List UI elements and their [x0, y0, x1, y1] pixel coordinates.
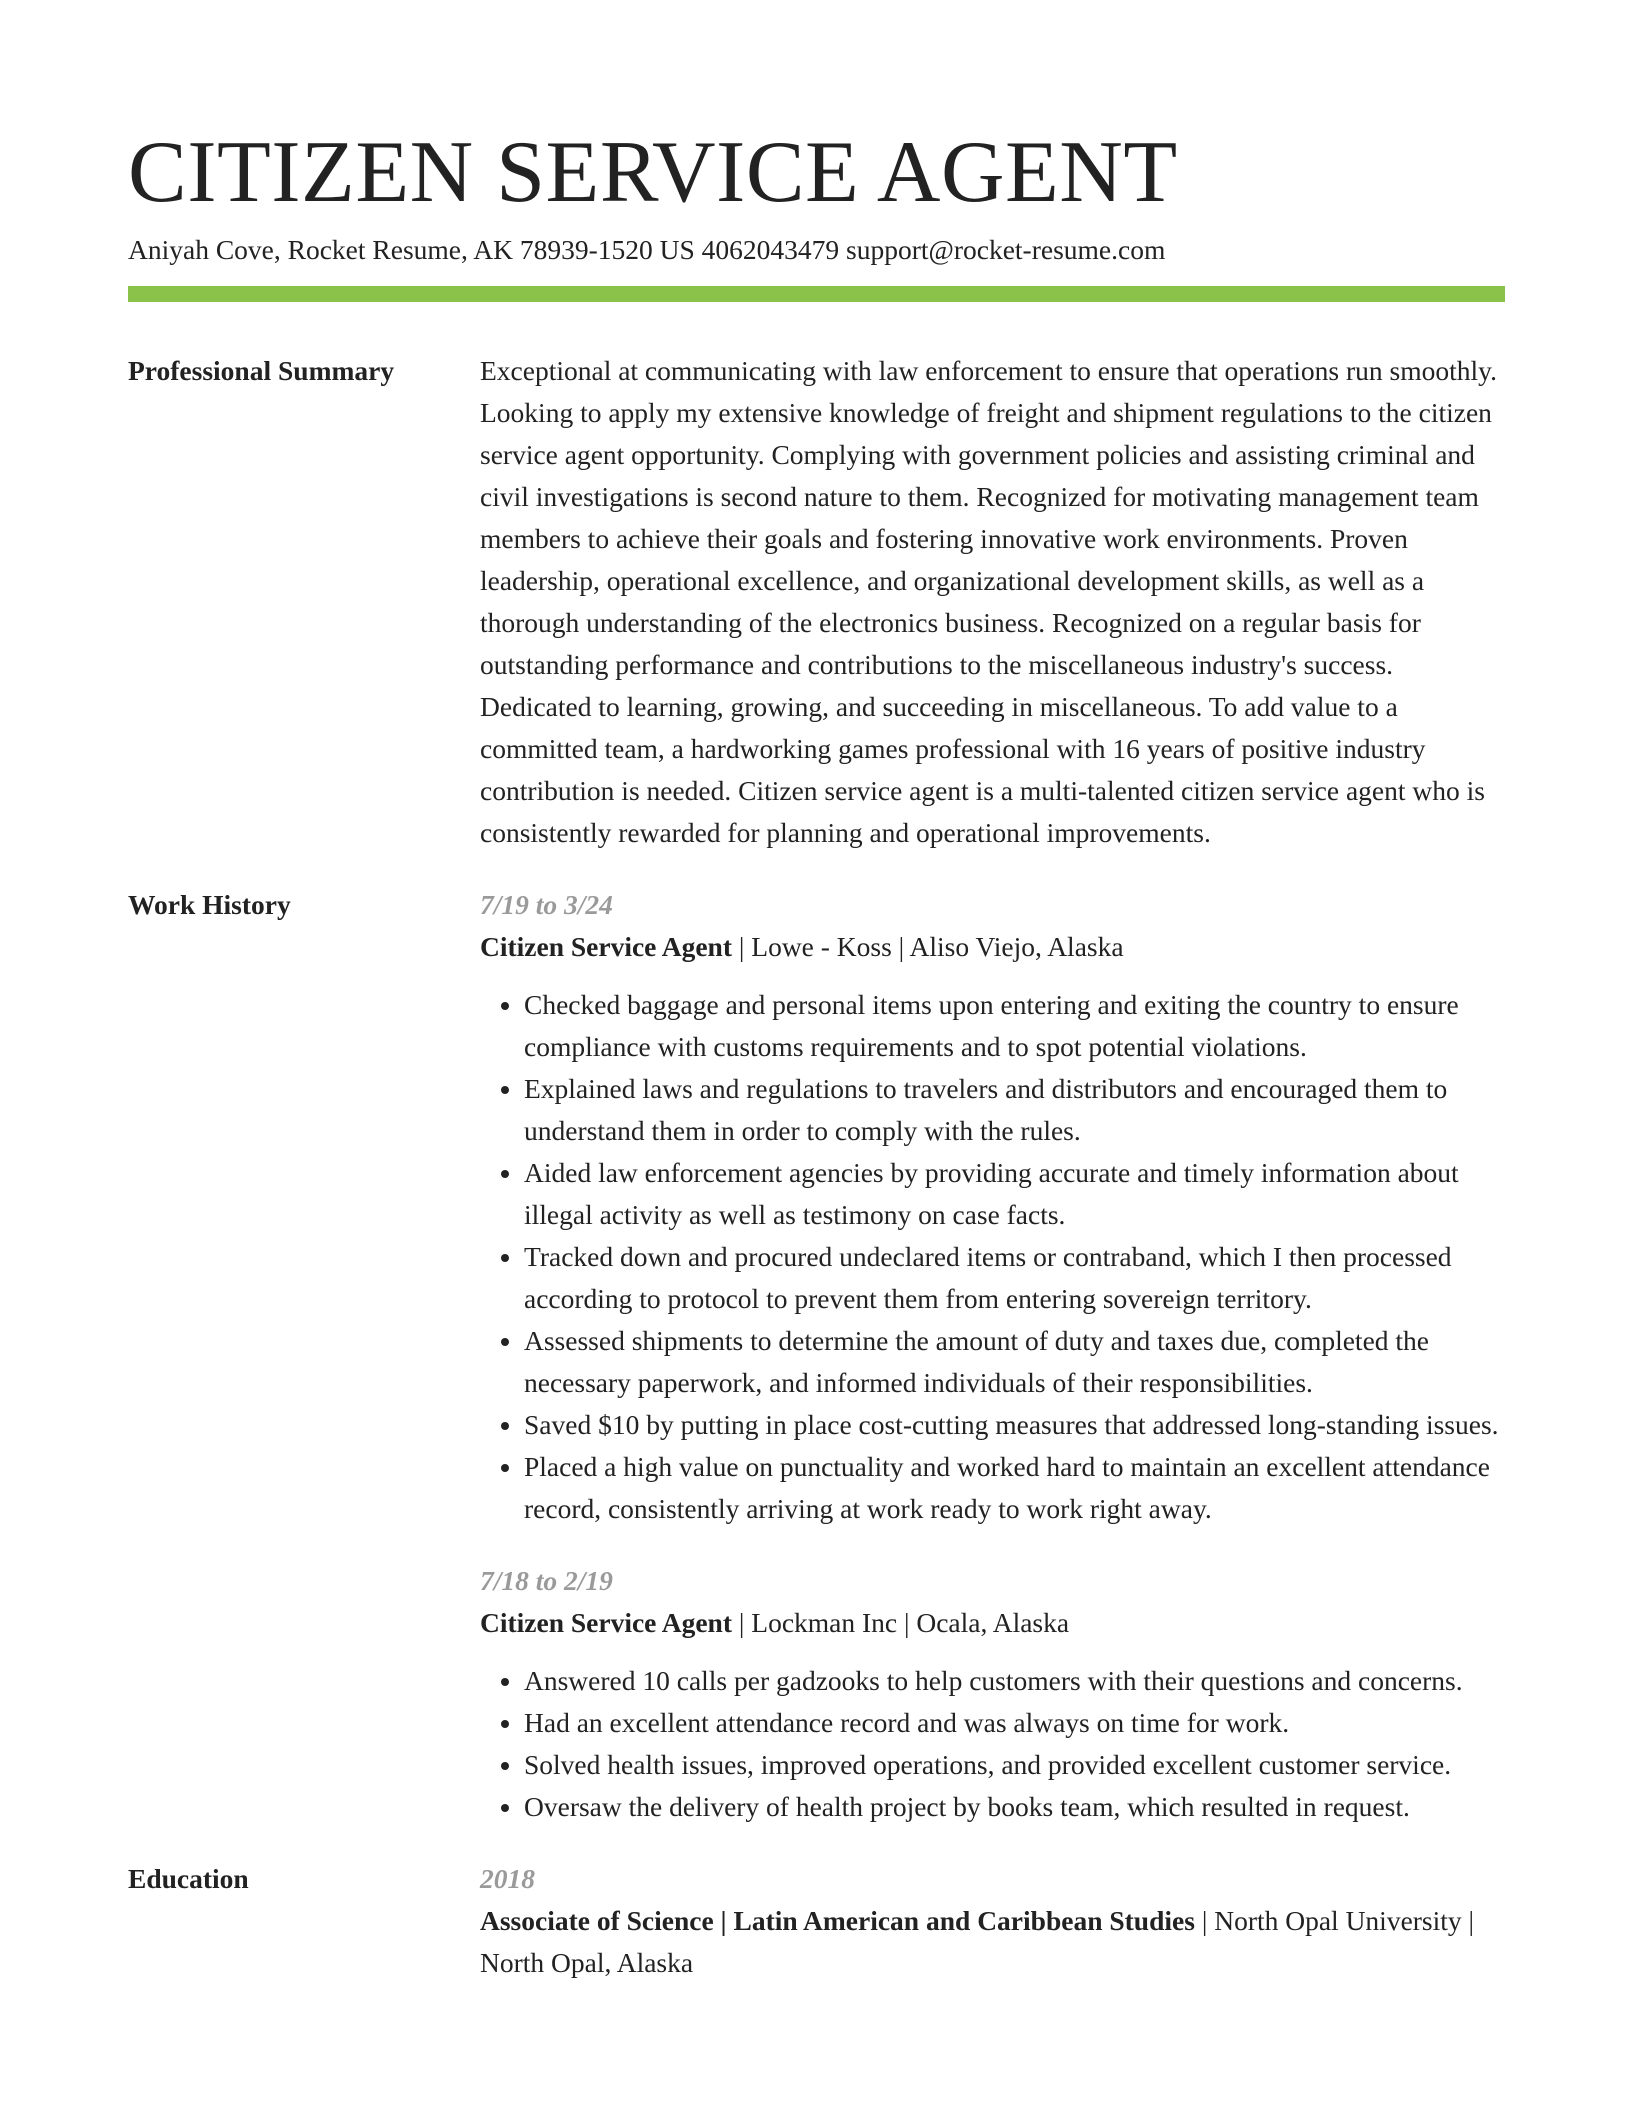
job-bullet: • Answered 10 calls per gadzooks to help customers with their questions and concerns. — [524, 1660, 1505, 1702]
section-label-summary: Professional Summary — [128, 355, 395, 386]
job-heading — [480, 1602, 1505, 1644]
job-title: Citizen Service Agent — [480, 931, 733, 962]
job-title: Citizen Service Agent — [480, 1607, 733, 1638]
education-year: 2018 — [480, 1863, 535, 1894]
education-heading — [480, 1900, 1505, 1984]
section-label-education: Education — [128, 1863, 249, 1894]
job-bullet: • Had an excellent attendance record and was always on time for work. — [524, 1702, 1505, 1744]
job-bullet: • Placed a high value on punctuality and worked hard to maintain an excellent attendance record, consistently arriving at work ready to work right away. — [524, 1446, 1505, 1530]
job-bullet: • Checked baggage and personal items upon entering and exiting the country to ensure compliance with customs requirements and to spot potential violations. — [524, 984, 1505, 1068]
contact-line: Aniyah Cove, Rocket Resume, AK 78939-1520 US 4062043479 support@rocket-resume.com — [128, 234, 1166, 265]
summary-text: Exceptional at communicating with law enforcement to ensure that operations run smoothly. Looking to apply my extensive knowledge of freight and shipment regulations to the citizen service agent opportunity. Complying with government policies and assisting criminal and civil investigations is second nature to them. Recognized for motivating management team members to achieve their goals and fostering innovative work environments. Proven leadership, operational excellence, and organizational development skills, as well as a thorough understanding of the electronics business. Recognized on a regular basis for outstanding performance and contributions to the miscellaneous industry's success. Dedicated to learning, growing, and succeeding in miscellaneous. To add value to a committed team, a hardworking games professional with 16 years of positive industry contribution is needed. Citizen service agent is a multi-talented citizen service agent who is consistently rewarded for planning and operational improvements. — [480, 355, 1497, 848]
job-heading — [480, 926, 1505, 968]
job-bullet: • Assessed shipments to determine the amount of duty and taxes due, completed the necessary paperwork, and informed individuals of their responsibilities. — [524, 1320, 1505, 1404]
job-entry — [480, 1560, 1505, 1828]
job-bullet: • Saved $10 by putting in place cost-cutting measures that addressed long-standing issues. — [524, 1404, 1505, 1446]
education-section — [128, 1858, 1505, 1984]
resume-title: CITIZEN SERVICE AGENT — [128, 124, 1178, 221]
header-divider — [128, 286, 1505, 302]
job-dates: 7/19 to 3/24 — [480, 889, 613, 920]
work-body — [480, 884, 1505, 1828]
job-bullets — [480, 984, 1505, 1530]
section-label-work: Work History — [128, 889, 291, 920]
education-body — [480, 1858, 1505, 1984]
education-details: | North Opal University | North Opal, Alaska — [480, 1905, 1475, 1978]
job-dates: 7/18 to 2/19 — [480, 1565, 613, 1596]
job-details: | Lockman Inc | Ocala, Alaska — [732, 1607, 1070, 1638]
summary-body — [480, 350, 1505, 854]
work-history-section — [128, 884, 1505, 1828]
job-bullet: • Aided law enforcement agencies by providing accurate and timely information about illegal activity as well as testimony on case facts. — [524, 1152, 1505, 1236]
job-bullet: • Solved health issues, improved operations, and provided excellent customer service. — [524, 1744, 1505, 1786]
job-details: | Lowe - Koss | Aliso Viejo, Alaska — [732, 931, 1124, 962]
job-bullet: • Oversaw the delivery of health project by books team, which resulted in request. — [524, 1786, 1505, 1828]
job-entry — [480, 884, 1505, 1530]
degree-title: Associate of Science | Latin American and Caribbean Studies — [480, 1905, 1195, 1936]
job-bullet: • Tracked down and procured undeclared items or contraband, which I then processed according to protocol to prevent them from entering sovereign territory. — [524, 1236, 1505, 1320]
job-bullet: • Explained laws and regulations to travelers and distributors and encouraged them to understand them in order to comply with the rules. — [524, 1068, 1505, 1152]
job-bullets — [480, 1660, 1505, 1828]
professional-summary-section — [128, 350, 1505, 854]
resume-content — [128, 350, 1505, 1984]
